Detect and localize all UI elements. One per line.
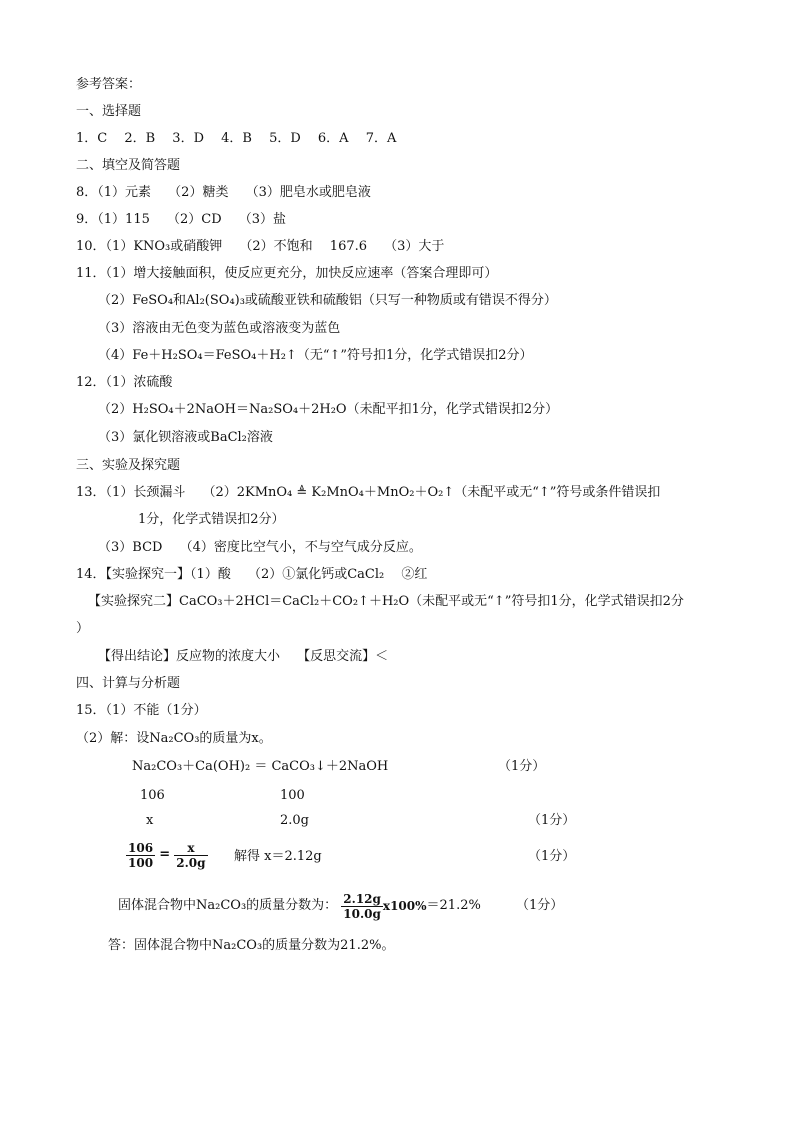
answer-line: （3）溶液由无色变为蓝色或溶液变为蓝色	[98, 321, 341, 336]
section-heading: 三、实验及探究题	[76, 458, 181, 473]
fraction: $\frac{x}{2.0g}$	[176, 840, 206, 870]
solution-line: 解得 x＝2.12g	[234, 849, 322, 864]
score-note: （1分）	[498, 759, 546, 774]
answer-line: 12．（1）浓硫酸	[76, 375, 173, 390]
score-note: （1分）	[528, 849, 576, 864]
answer-line: 15．（1）不能（1分）	[76, 703, 207, 718]
answer-line: 1．C 2．B 3．D 4．B 5．D 6．A 7．A	[76, 131, 397, 146]
answer-line: （2）H₂SO₄＋2NaOH＝Na₂SO₄＋2H₂O（未配平扣1分，化学式错误扣2分）	[98, 402, 559, 417]
chemical-equation: Na₂CO₃＋Ca(OH)₂ ＝ CaCO₃↓＋2NaOH	[132, 759, 389, 774]
answer-line: 13．（1）长颈漏斗 （2）2KMnO₄ ≜ K₂MnO₄＋MnO₂＋O₂↑（未配平或无“↑”符号或条件错误扣	[76, 485, 661, 500]
mass-value: 2.0g	[280, 813, 309, 828]
answer-line: 9．（1）115 （2）CD （3）盐	[76, 212, 287, 227]
answer-line: 【实验探究二】CaCO₃＋2HCl＝CaCl₂＋CO₂↑＋H₂O（未配平或无“↑”符号扣1分，化学式错误扣2分	[88, 594, 684, 609]
answer-line: 8．（1）元素 （2）糖类 （3）肥皂水或肥皂液	[76, 185, 371, 200]
answer-line: 【得出结论】反应物的浓度大小 【反思交流】＜	[98, 649, 389, 664]
answer-line: 10．（1）KNO₃或硝酸钾 （2）不饱和 167.6 （3）大于	[76, 239, 445, 254]
score-note: （1分）	[516, 898, 564, 913]
fraction: $\frac{106}{100}$	[128, 840, 154, 870]
answer-line: 14．【实验探究一】（1）酸 （2）①氯化钙或CaCl₂ ②红	[76, 567, 428, 582]
answer-line: （3）BCD （4）密度比空气小，不与空气成分反应。	[98, 540, 422, 555]
mass-fraction-line: 固体混合物中Na₂CO₃的质量分数为： $\frac{2.12g}{10.0g}$ x100%＝21.2%	[118, 891, 481, 921]
answer-line: ）	[76, 621, 90, 636]
answer-line: （3）氯化钡溶液或BaCl₂溶液	[98, 430, 273, 445]
molar-mass-value: 100	[280, 788, 305, 803]
answer-line: 11．（1）增大接触面积，使反应更充分，加快反应速率（答案合理即可）	[76, 266, 498, 281]
answer-line: 1分，化学式错误扣2分）	[138, 512, 285, 527]
section-heading: 一、选择题	[76, 104, 142, 119]
answer-line: （2）FeSO₄和Al₂(SO₄)₃或硫酸亚铁和硫酸铝（只写一种物质或有错误不得分）	[98, 293, 557, 308]
section-heading: 二、填空及简答题	[76, 158, 181, 173]
molar-mass-value: 106	[140, 788, 165, 803]
page-title: 参考答案：	[76, 77, 142, 92]
answer-line: （4）Fe＋H₂SO₄＝FeSO₄＋H₂↑（无“↑”符号扣1分，化学式错误扣2分）	[98, 348, 533, 363]
answer-line: （2）解：设Na₂CO₃的质量为x。	[76, 731, 272, 746]
mass-unknown: x	[146, 813, 154, 828]
final-answer: 答：固体混合物中Na₂CO₃的质量分数为21.2%。	[108, 938, 395, 953]
fraction: $\frac{2.12g}{10.0g}$	[343, 891, 381, 921]
section-heading: 四、计算与分析题	[76, 676, 181, 691]
proportion: $\frac{106}{100}$ = $\frac{x}{2.0g}$	[128, 840, 206, 870]
score-note: （1分）	[528, 813, 576, 828]
